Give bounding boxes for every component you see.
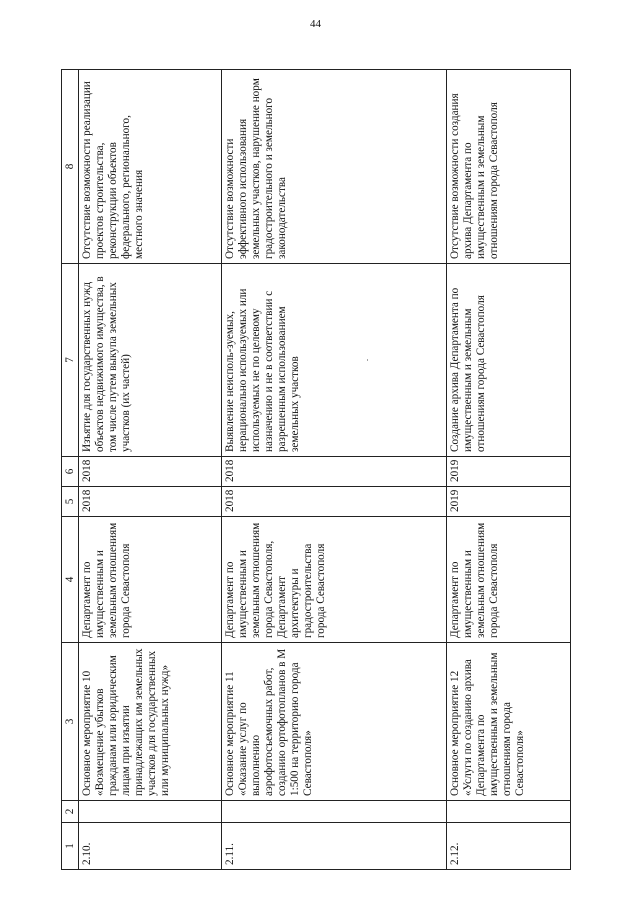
measure-cell: Основное мероприятие 10 «Возмещение убытков гражданам или юридическим лицам при изъятии принадлежащих им земельных участков для государственных или муниципальных нужд» [78, 643, 221, 801]
col-header-6: 6 [61, 457, 78, 487]
executor-cell: Департамент по имущественным и земельным отношениям города Севастополя [78, 517, 221, 643]
page-number: 44 [310, 18, 321, 30]
executor-cell: Департамент по имущественным и земельным отношениям города Севастополя [446, 517, 570, 643]
result-text: Выявление неисполь-зуемых, нерационально используемых или используемых не по целевому назначению и не в соответствии с разрешенным использованием земельных участков [223, 288, 301, 452]
col-header-5: 5 [61, 487, 78, 517]
header-row [61, 70, 78, 870]
row-col2 [78, 801, 221, 823]
row-col2 [446, 801, 570, 823]
measure-cell: Основное мероприятие 12 «Услуги по созданию архива Департамента по имущественным и земельным отношениям города Севастополя» [446, 643, 570, 801]
rotated-table-container [61, 70, 571, 870]
end-year-cell: 2019 [446, 457, 570, 487]
row-col2 [221, 801, 446, 823]
stray-mark: . [360, 359, 370, 361]
row-number: 2.12. [446, 823, 570, 870]
start-year-cell: 2019 [446, 487, 570, 517]
result-cell: Создание архива Департамента по имущественным и земельным отношениям города Севастополя [446, 264, 570, 457]
col-header-4: 4 [61, 517, 78, 643]
table-row [221, 70, 446, 870]
table-row [78, 70, 221, 870]
consequence-cell: Отсутствие возможности создания архива Департамента по имущественным и земельным отношениям города Севастополя [446, 70, 570, 264]
executor-cell: Департамент по имущественным и земельным отношениям города Севастополя, Департамент архитектуры и градостроительства города Севастополя [221, 517, 446, 643]
measure-cell: Основное мероприятие 11 «Оказание услуг по выполнению аэрофотосъемочных работ, созданию ортофотопланов в М 1:500 на территорию города Севастополя» [221, 643, 446, 801]
end-year-cell: 2018 [78, 457, 221, 487]
consequence-cell: Отсутствие возможности реализации проектов строительства, реконструкции объектов федерального, регионального, местного значения [78, 70, 221, 264]
result-cell [221, 264, 446, 457]
col-header-1: 1 [61, 823, 78, 870]
col-header-2: 2 [61, 801, 78, 823]
start-year-cell: 2018 [221, 487, 446, 517]
start-year-cell: 2018 [78, 487, 221, 517]
measures-table [61, 69, 571, 870]
result-cell: Изъятие для государственных нужд объектов недвижимого имущества, в том числе путем выкупа земельных участков (их частей) [78, 264, 221, 457]
table-row [446, 70, 570, 870]
end-year-cell: 2018 [221, 457, 446, 487]
consequence-cell: Отсутствие возможности эффективного использования земельных участков, нарушение норм градостроительного и земельного законодательства [221, 70, 446, 264]
row-number: 2.11. [221, 823, 446, 870]
col-header-3: 3 [61, 643, 78, 801]
col-header-7: 7 [61, 264, 78, 457]
col-header-8: 8 [61, 70, 78, 264]
row-number: 2.10. [78, 823, 221, 870]
